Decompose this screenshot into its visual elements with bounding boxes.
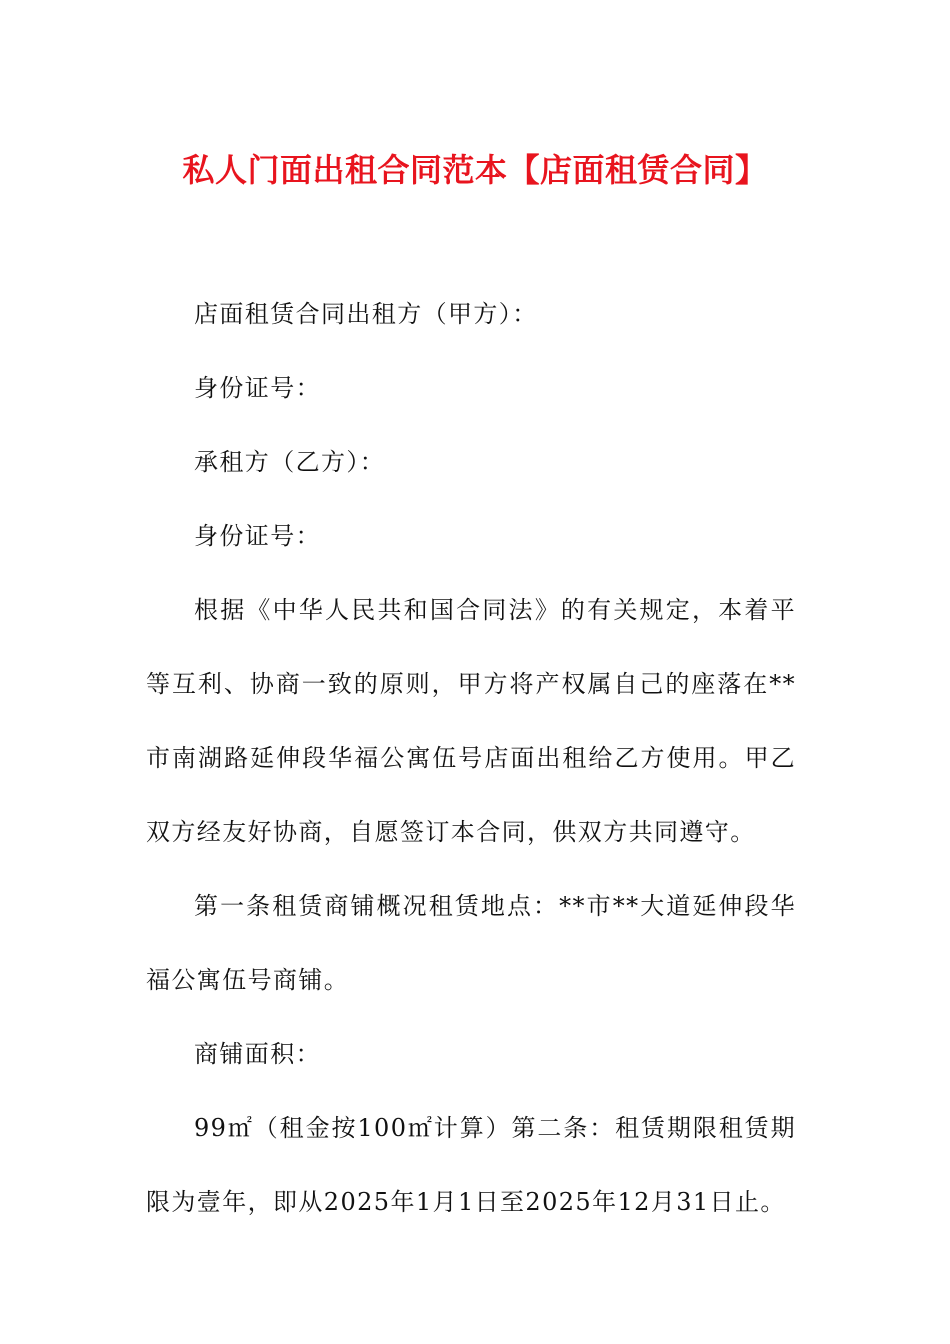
- article-one-paragraph: 第一条租赁商铺概况租赁地点：**市**大道延伸段华福公寓伍号商铺。: [146, 892, 796, 994]
- document-title: 私人门面出租合同范本【店面租赁合同】: [182, 151, 768, 189]
- lessor-line: 店面租赁合同出租方（甲方）：: [194, 300, 538, 328]
- preamble-paragraph: 根据《中华人民共和国合同法》的有关规定，本着平等互利、协商一致的原则，甲方将产权属自己的座落在**市南湖路延伸段华福公寓伍号店面出租给乙方使用。甲乙双方经友好协商，自愿签订本合同，供双方共同遵守。: [146, 596, 796, 846]
- article-two-paragraph: 99㎡（租金按100㎡计算）第二条：租赁期限租赁期限为壹年，即从2025年1月1日至2025年12月31日止。: [146, 1114, 796, 1216]
- document-body: [146, 277, 796, 1239]
- shop-area-line: 商铺面积：: [194, 1040, 321, 1068]
- lessee-line: 承租方（乙方）：: [194, 448, 386, 476]
- lessor-id-line: 身份证号：: [194, 374, 321, 402]
- lessee-id-line: 身份证号：: [194, 522, 321, 550]
